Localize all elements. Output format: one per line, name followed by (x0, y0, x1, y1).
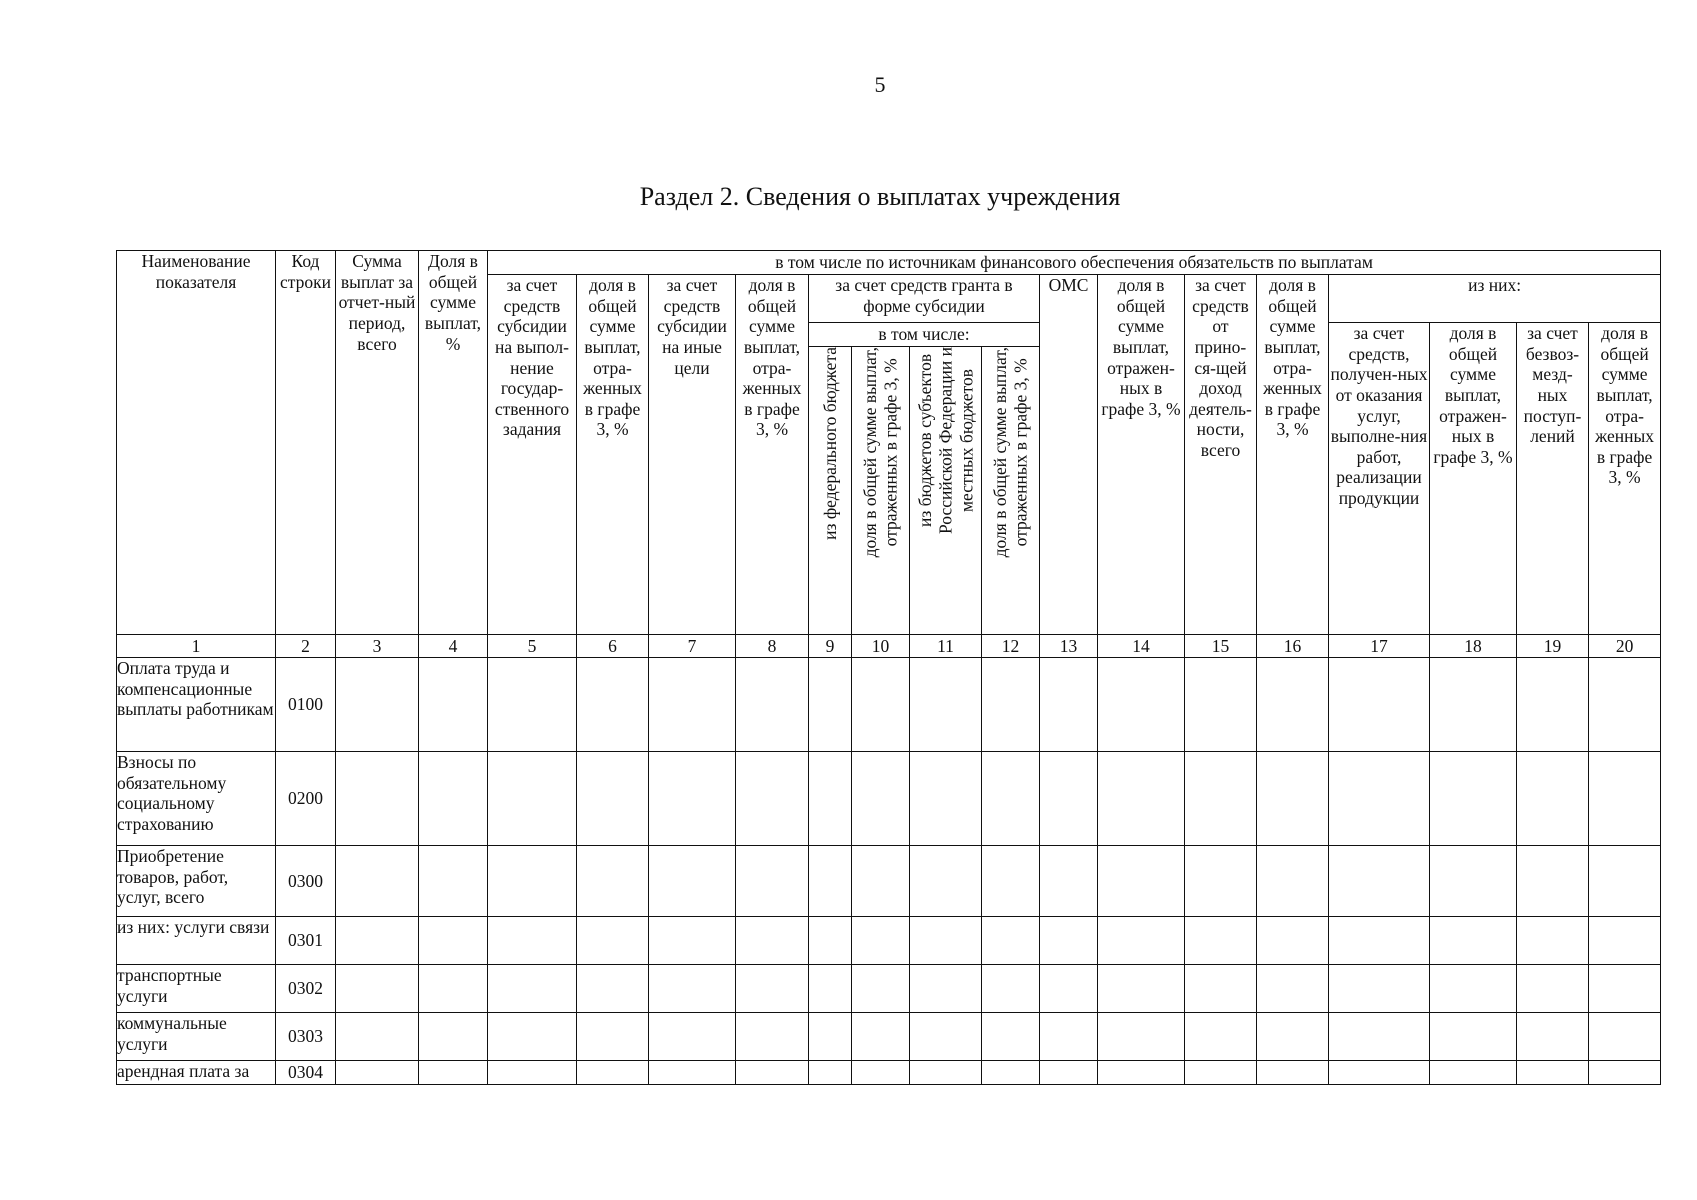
value-cell[interactable] (1257, 1013, 1329, 1061)
value-cell[interactable] (336, 965, 419, 1013)
column-number: 13 (1040, 635, 1098, 658)
column-number: 15 (1185, 635, 1257, 658)
value-cell[interactable] (910, 658, 982, 752)
column-number: 12 (982, 635, 1040, 658)
header-share: Доля в общей сумме выплат, % (419, 251, 488, 635)
header-grant-incl: в том числе: (809, 323, 1040, 347)
value-cell[interactable] (1329, 917, 1430, 965)
value-cell[interactable] (1098, 965, 1185, 1013)
value-cell[interactable] (336, 1061, 419, 1085)
value-cell[interactable] (1430, 1061, 1517, 1085)
header-sources: в том числе по источникам финансового обеспечения обязательств по выплатам (488, 251, 1661, 275)
header-col-17: за счет средств, получен-ных от оказания услуг, выполне-ния работ, реализации продукции (1329, 323, 1430, 635)
row-code: 0302 (276, 965, 336, 1013)
value-cell[interactable] (1185, 1061, 1257, 1085)
header-of-them: из них: (1329, 275, 1661, 323)
value-cell[interactable] (488, 1061, 577, 1085)
value-cell[interactable] (736, 752, 809, 846)
section-title: Раздел 2. Сведения о выплатах учреждения (639, 182, 1121, 211)
value-cell[interactable] (1185, 752, 1257, 846)
value-cell[interactable] (1517, 846, 1589, 917)
value-cell[interactable] (852, 846, 910, 917)
header-col-11: из бюджетов субъектов Российской Федерации и местных бюджетов (910, 347, 982, 635)
value-cell[interactable] (488, 846, 577, 917)
value-cell[interactable] (336, 658, 419, 752)
value-cell[interactable] (1589, 846, 1661, 917)
value-cell[interactable] (1098, 1061, 1185, 1085)
header-col-20: доля в общей сумме выплат, отра-женных в графе 3, % (1589, 323, 1661, 635)
table-row (117, 965, 1661, 1013)
value-cell[interactable] (1589, 965, 1661, 1013)
header-col-12: доля в общей сумме выплат, отраженных в графе 3, % (982, 347, 1040, 635)
value-cell[interactable] (1098, 846, 1185, 917)
value-cell[interactable] (419, 1061, 488, 1085)
column-number: 11 (910, 635, 982, 658)
row-code: 0304 (276, 1061, 336, 1085)
value-cell[interactable] (1430, 1013, 1517, 1061)
header-row-1 (117, 251, 1661, 275)
value-cell[interactable] (852, 658, 910, 752)
value-cell[interactable] (419, 752, 488, 846)
row-name: коммунальные услуги (117, 1013, 276, 1061)
row-name: Оплата труда и компенсационные выплаты работникам (117, 658, 276, 752)
value-cell[interactable] (1185, 1013, 1257, 1061)
value-cell[interactable] (1040, 658, 1098, 752)
value-cell[interactable] (736, 917, 809, 965)
value-cell[interactable] (1430, 965, 1517, 1013)
value-cell[interactable] (1430, 658, 1517, 752)
value-cell[interactable] (1329, 1013, 1430, 1061)
row-name: из них: услуги связи (117, 917, 276, 965)
value-cell[interactable] (852, 752, 910, 846)
value-cell[interactable] (419, 965, 488, 1013)
header-code: Код строки (276, 251, 336, 635)
value-cell[interactable] (736, 846, 809, 917)
header-col-10: доля в общей сумме выплат, отраженных в графе 3, % (852, 347, 910, 635)
value-cell[interactable] (982, 1013, 1040, 1061)
value-cell[interactable] (1517, 965, 1589, 1013)
column-number: 10 (852, 635, 910, 658)
column-number: 2 (276, 635, 336, 658)
value-cell[interactable] (577, 1013, 649, 1061)
value-cell[interactable] (1257, 965, 1329, 1013)
value-cell[interactable] (852, 1061, 910, 1085)
value-cell[interactable] (910, 752, 982, 846)
row-name: Взносы по обязательному социальному страхованию (117, 752, 276, 846)
header-col-18: доля в общей сумме выплат, отражен-ных в графе 3, % (1430, 323, 1517, 635)
value-cell[interactable] (1040, 917, 1098, 965)
value-cell[interactable] (982, 917, 1040, 965)
row-code: 0303 (276, 1013, 336, 1061)
header-name: Наименование показателя (117, 251, 276, 635)
value-cell[interactable] (1517, 752, 1589, 846)
value-cell[interactable] (488, 752, 577, 846)
value-cell[interactable] (1329, 658, 1430, 752)
column-number: 6 (577, 635, 649, 658)
value-cell[interactable] (577, 1061, 649, 1085)
header-col-19: за счет безвоз-мезд-ных поступ-лений (1517, 323, 1589, 635)
value-cell[interactable] (1589, 752, 1661, 846)
value-cell[interactable] (649, 965, 736, 1013)
value-cell[interactable] (1185, 658, 1257, 752)
header-sum: Сумма выплат за отчет-ный период, всего (336, 251, 419, 635)
value-cell[interactable] (1517, 658, 1589, 752)
header-col-14: доля в общей сумме выплат, отражен-ных в графе 3, % (1098, 275, 1185, 635)
row-code: 0301 (276, 917, 336, 965)
value-cell[interactable] (809, 846, 852, 917)
payments-table (116, 250, 1661, 1085)
column-number: 16 (1257, 635, 1329, 658)
value-cell[interactable] (1257, 846, 1329, 917)
value-cell[interactable] (736, 658, 809, 752)
value-cell[interactable] (1040, 965, 1098, 1013)
value-cell[interactable] (649, 658, 736, 752)
value-cell[interactable] (1430, 917, 1517, 965)
column-number: 19 (1517, 635, 1589, 658)
value-cell[interactable] (336, 1013, 419, 1061)
value-cell[interactable] (1589, 658, 1661, 752)
column-number: 5 (488, 635, 577, 658)
value-cell[interactable] (736, 1061, 809, 1085)
value-cell[interactable] (910, 917, 982, 965)
value-cell[interactable] (910, 965, 982, 1013)
value-cell[interactable] (1589, 1013, 1661, 1061)
header-grant: за счет средств гранта в форме субсидии (809, 275, 1040, 323)
row-name: транспортные услуги (117, 965, 276, 1013)
value-cell[interactable] (577, 658, 649, 752)
value-cell[interactable] (649, 752, 736, 846)
value-cell[interactable] (1517, 917, 1589, 965)
value-cell[interactable] (910, 1013, 982, 1061)
value-cell[interactable] (1517, 1013, 1589, 1061)
header-col-6: доля в общей сумме выплат, отра-женных в графе 3, % (577, 275, 649, 635)
value-cell[interactable] (419, 658, 488, 752)
row-name: Приобретение товаров, работ, услуг, всего (117, 846, 276, 917)
value-cell[interactable] (982, 846, 1040, 917)
value-cell[interactable] (809, 1013, 852, 1061)
value-cell[interactable] (736, 1013, 809, 1061)
column-number: 18 (1430, 635, 1517, 658)
value-cell[interactable] (1098, 1013, 1185, 1061)
header-col-9: из федерального бюджета (809, 347, 852, 635)
value-cell[interactable] (910, 846, 982, 917)
value-cell[interactable] (809, 1061, 852, 1085)
value-cell[interactable] (419, 917, 488, 965)
value-cell[interactable] (1040, 752, 1098, 846)
value-cell[interactable] (852, 917, 910, 965)
header-col-7: за счет средств субсидии на иные цели (649, 275, 736, 635)
table-row (117, 846, 1661, 917)
header-col-15: за счет средств от прино-ся-щей доход деятель-ности, всего (1185, 275, 1257, 635)
value-cell[interactable] (982, 965, 1040, 1013)
table-row (117, 917, 1661, 965)
table-row (117, 1013, 1661, 1061)
row-code: 0300 (276, 846, 336, 917)
table-row (117, 658, 1661, 752)
value-cell[interactable] (1257, 752, 1329, 846)
column-number: 8 (736, 635, 809, 658)
value-cell[interactable] (1098, 658, 1185, 752)
column-number: 7 (649, 635, 736, 658)
header-col-8: доля в общей сумме выплат, отра-женных в графе 3, % (736, 275, 809, 635)
value-cell[interactable] (336, 752, 419, 846)
value-cell[interactable] (577, 846, 649, 917)
value-cell[interactable] (809, 965, 852, 1013)
value-cell[interactable] (1098, 752, 1185, 846)
value-cell[interactable] (488, 658, 577, 752)
value-cell[interactable] (809, 917, 852, 965)
value-cell[interactable] (1329, 1061, 1430, 1085)
row-code: 0100 (276, 658, 336, 752)
value-cell[interactable] (1517, 1061, 1589, 1085)
value-cell[interactable] (336, 846, 419, 917)
value-cell[interactable] (649, 1013, 736, 1061)
value-cell[interactable] (336, 917, 419, 965)
value-cell[interactable] (1040, 1013, 1098, 1061)
row-code: 0200 (276, 752, 336, 846)
value-cell[interactable] (852, 1013, 910, 1061)
header-col-16: доля в общей сумме выплат, отра-женных в графе 3, % (1257, 275, 1329, 635)
column-numbers-row (117, 635, 1661, 658)
value-cell[interactable] (1040, 846, 1098, 917)
column-number: 17 (1329, 635, 1430, 658)
row-name: арендная плата за (117, 1061, 276, 1085)
value-cell[interactable] (1185, 965, 1257, 1013)
value-cell[interactable] (649, 917, 736, 965)
table-row (117, 1061, 1661, 1085)
header-col-5: за счет средств субсидии на выпол-нение государ-ственного задания (488, 275, 577, 635)
header-col-13: ОМС (1040, 275, 1098, 635)
value-cell[interactable] (1329, 752, 1430, 846)
column-number: 20 (1589, 635, 1661, 658)
value-cell[interactable] (419, 1013, 488, 1061)
column-number: 4 (419, 635, 488, 658)
value-cell[interactable] (577, 965, 649, 1013)
value-cell[interactable] (809, 658, 852, 752)
value-cell[interactable] (852, 965, 910, 1013)
value-cell[interactable] (1040, 1061, 1098, 1085)
value-cell[interactable] (1185, 917, 1257, 965)
value-cell[interactable] (649, 846, 736, 917)
value-cell[interactable] (1098, 917, 1185, 965)
value-cell[interactable] (1329, 846, 1430, 917)
value-cell[interactable] (1257, 1061, 1329, 1085)
value-cell[interactable] (577, 752, 649, 846)
value-cell[interactable] (488, 965, 577, 1013)
value-cell[interactable] (577, 917, 649, 965)
value-cell[interactable] (488, 917, 577, 965)
column-number: 1 (117, 635, 276, 658)
value-cell[interactable] (809, 752, 852, 846)
value-cell[interactable] (419, 846, 488, 917)
column-number: 14 (1098, 635, 1185, 658)
column-number: 3 (336, 635, 419, 658)
value-cell[interactable] (1257, 658, 1329, 752)
value-cell[interactable] (910, 1061, 982, 1085)
value-cell[interactable] (649, 1061, 736, 1085)
value-cell[interactable] (736, 965, 809, 1013)
value-cell[interactable] (1185, 846, 1257, 917)
value-cell[interactable] (1430, 752, 1517, 846)
value-cell[interactable] (1257, 917, 1329, 965)
value-cell[interactable] (1589, 1061, 1661, 1085)
column-number: 9 (809, 635, 852, 658)
table-row (117, 752, 1661, 846)
value-cell[interactable] (982, 752, 1040, 846)
value-cell[interactable] (1329, 965, 1430, 1013)
value-cell[interactable] (488, 1013, 577, 1061)
value-cell[interactable] (982, 1061, 1040, 1085)
value-cell[interactable] (1430, 846, 1517, 917)
value-cell[interactable] (982, 658, 1040, 752)
page-number: 5 (874, 72, 886, 97)
value-cell[interactable] (1589, 917, 1661, 965)
